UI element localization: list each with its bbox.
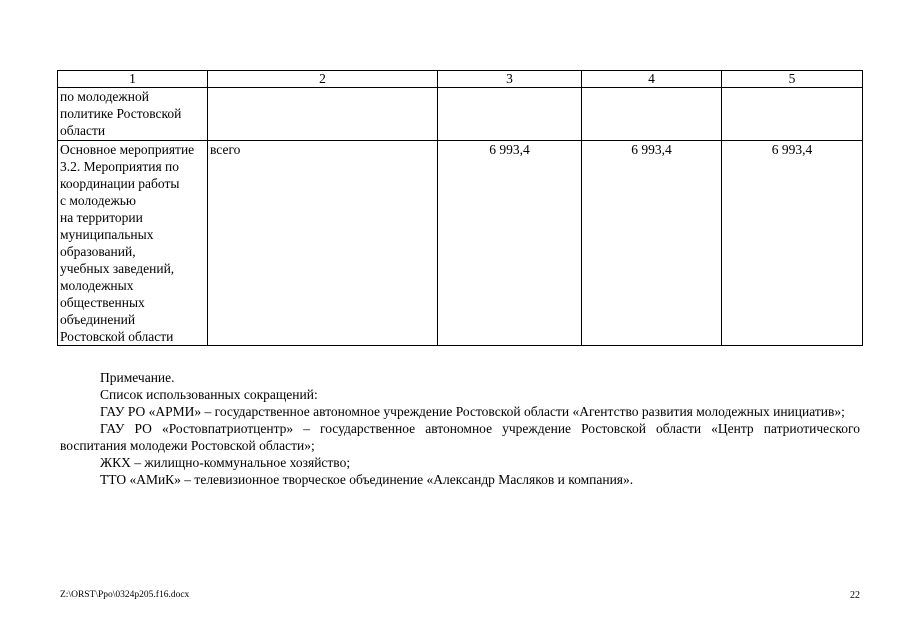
row-value-total: 6 993,4 (438, 141, 582, 346)
footer-file-path: Z:\ORST\Ppo\0324p205.f16.docx (60, 590, 190, 600)
table-row (58, 141, 863, 346)
row-value-2: 6 993,4 (582, 141, 722, 346)
row-value-3: 6 993,4 (722, 141, 863, 346)
abbreviation-item: ТТО «АМиК» – телевизионное творческое объединение «Александр Масляков и компания». (100, 472, 634, 487)
row-value-3 (722, 88, 863, 141)
table-header-row (58, 71, 863, 88)
column-number-3: 3 (438, 71, 582, 88)
row-value-2 (582, 88, 722, 141)
abbreviation-item: ЖКХ – жилищно-коммунальное хозяйство; (100, 455, 351, 470)
notes-title: Примечание. (100, 370, 175, 385)
column-number-2: 2 (208, 71, 438, 88)
row-program-name: по молодежной политике Ростовской области (58, 88, 208, 141)
row-value-total (438, 88, 582, 141)
column-number-5: 5 (722, 71, 863, 88)
abbreviation-item: ГАУ РО «Ростовпатриотцентр» – государственное автономное учреждение Ростовской области «Центр патриотического воспитания молодежи Ростовской области»; (60, 421, 860, 453)
abbreviations-title: Список использованных сокращений: (100, 387, 318, 402)
page-number: 22 (850, 590, 860, 601)
notes-section (60, 369, 860, 488)
budget-table (57, 70, 863, 346)
table-row (58, 88, 863, 141)
abbreviation-item: ГАУ РО «АРМИ» – государственное автономное учреждение Ростовской области «Агентство развития молодежных инициатив»; (100, 404, 845, 419)
column-number-1: 1 (58, 71, 208, 88)
row-source (208, 88, 438, 141)
column-number-4: 4 (582, 71, 722, 88)
row-source: всего (208, 141, 438, 346)
row-program-name: Основное мероприятие 3.2. Мероприятия по координации работы с молодежью на территории муниципальных образований, учебных заведений, молодежных общественных объединений Ростовской области (58, 141, 208, 346)
